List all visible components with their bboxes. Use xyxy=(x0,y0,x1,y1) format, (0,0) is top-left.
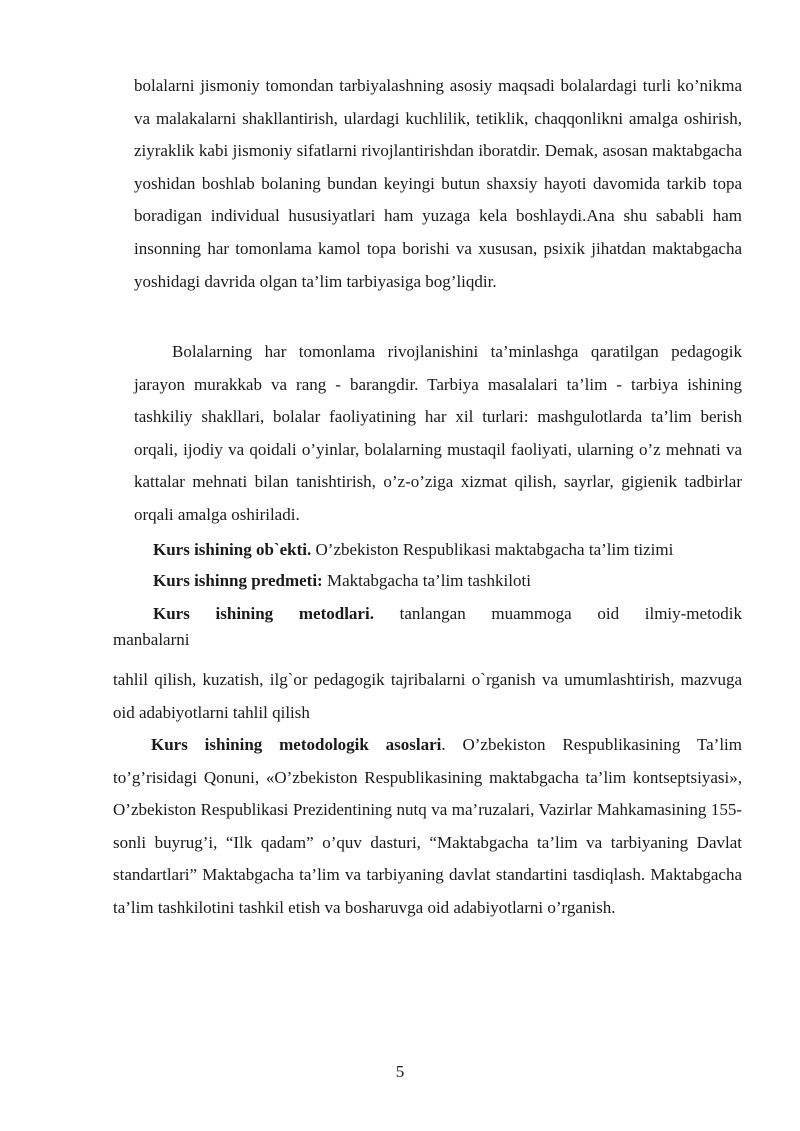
course-methods-label-word: metodlari. xyxy=(298,604,374,623)
course-methods-continuation xyxy=(113,624,189,656)
course-methods-label-word: ishining xyxy=(215,604,274,623)
course-methods-text: tahlil qilish, kuzatish, ilg`or pedagogik tajribalarni o`rganish va umumlashtirish, mazvuga oid adabiyotlarni tahlil qilish xyxy=(113,670,742,722)
course-methodology-text: . O’zbekiston Respublikasining Ta’lim to’g’risidagi Qonuni, «O’zbekiston Respublikasining maktabgacha ta’lim kontseptsiyasi», O’zbekiston Respublikasi Prezidentining nutq va ma’ruzalari, Vazirlar Mahkamasining 155-sonli buyrug’i, “Ilk qadam” o’quv dasturi, “Maktabgacha ta’lim va tarbiyaning Davlat standartlari” Maktabgacha ta’lim va tarbiyaning davlat standartini tasdiqlash. Maktabgacha ta’lim tashkilotini tashkil etish va bosharuvga oid adabiyotlarni o’rganish. xyxy=(113,735,742,917)
paragraph-text: Bolalarning har tomonlama rivojlanishini ta’minlashga qaratilgan pedagogik jarayon murakkab va rang - barangdir. Tarbiya masalalari ta’lim - tarbiya ishining tashkiliy shakllari, bolalar faoliyatining har xil turlari: mashgulotlarda ta’lim berish orqali, ijodiy va qoidali o’yinlar, bolalarning mustaqil faoliyati, ularning o’z mehnati va kattalar mehnati bilan tanishtirish, o’z-o’ziga xizmat qilish, sayrlar, gigienik tadbirlar orqali amalga oshiriladi. xyxy=(134,342,742,524)
paragraph-physical-education xyxy=(134,70,742,298)
course-object xyxy=(153,534,673,566)
course-methodology-paragraph xyxy=(113,729,742,925)
course-subject-text: Maktabgacha ta’lim tashkiloti xyxy=(322,571,531,590)
course-methods-text: tanlangan muammoga oid ilmiy-metodik xyxy=(399,604,743,623)
course-object-label: Kurs ishining ob`ekti. xyxy=(153,540,312,559)
course-object-text: O’zbekiston Respublikasi maktabgacha ta’lim tizimi xyxy=(311,540,674,559)
course-methods-rest xyxy=(113,664,742,729)
course-methodology xyxy=(113,729,742,925)
course-methods-text: manbalarni xyxy=(113,630,190,649)
course-methodology-label: Kurs ishining metodologik asoslari xyxy=(151,735,442,754)
course-subject-label: Kurs ishinng predmeti: xyxy=(153,571,323,590)
course-methods-line xyxy=(153,598,742,630)
paragraph-pedagogical-process xyxy=(134,336,742,532)
paragraph-text: bolalarni jismoniy tomondan tarbiyalashning asosiy maqsadi bolalardagi turli ko’nikma va malakalarni shakllantirish, ulardagi kuchlilik, tetiklik, chaqqonlikni amalga oshirish, ziyraklik kabi jismoniy sifatlarni rivojlantirishdan iboratdir. Demak, asosan maktabgacha yoshidan boshlab bolaning bundan keyingi butun shaxsiy hayoti davomida tarkib topa boradigan individual hususiyatlari ham yuzaga kela boshlaydi.Ana shu sababli ham insonning har tomonlama kamol topa borishi va xususan, psixik jihatdan maktabgacha yoshidagi davrida olgan ta’lim tarbiyasiga bog’liqdir. xyxy=(134,76,742,291)
course-methods-label-word: Kurs xyxy=(153,604,190,623)
page-number: 5 xyxy=(395,1062,405,1081)
course-subject xyxy=(153,565,531,597)
